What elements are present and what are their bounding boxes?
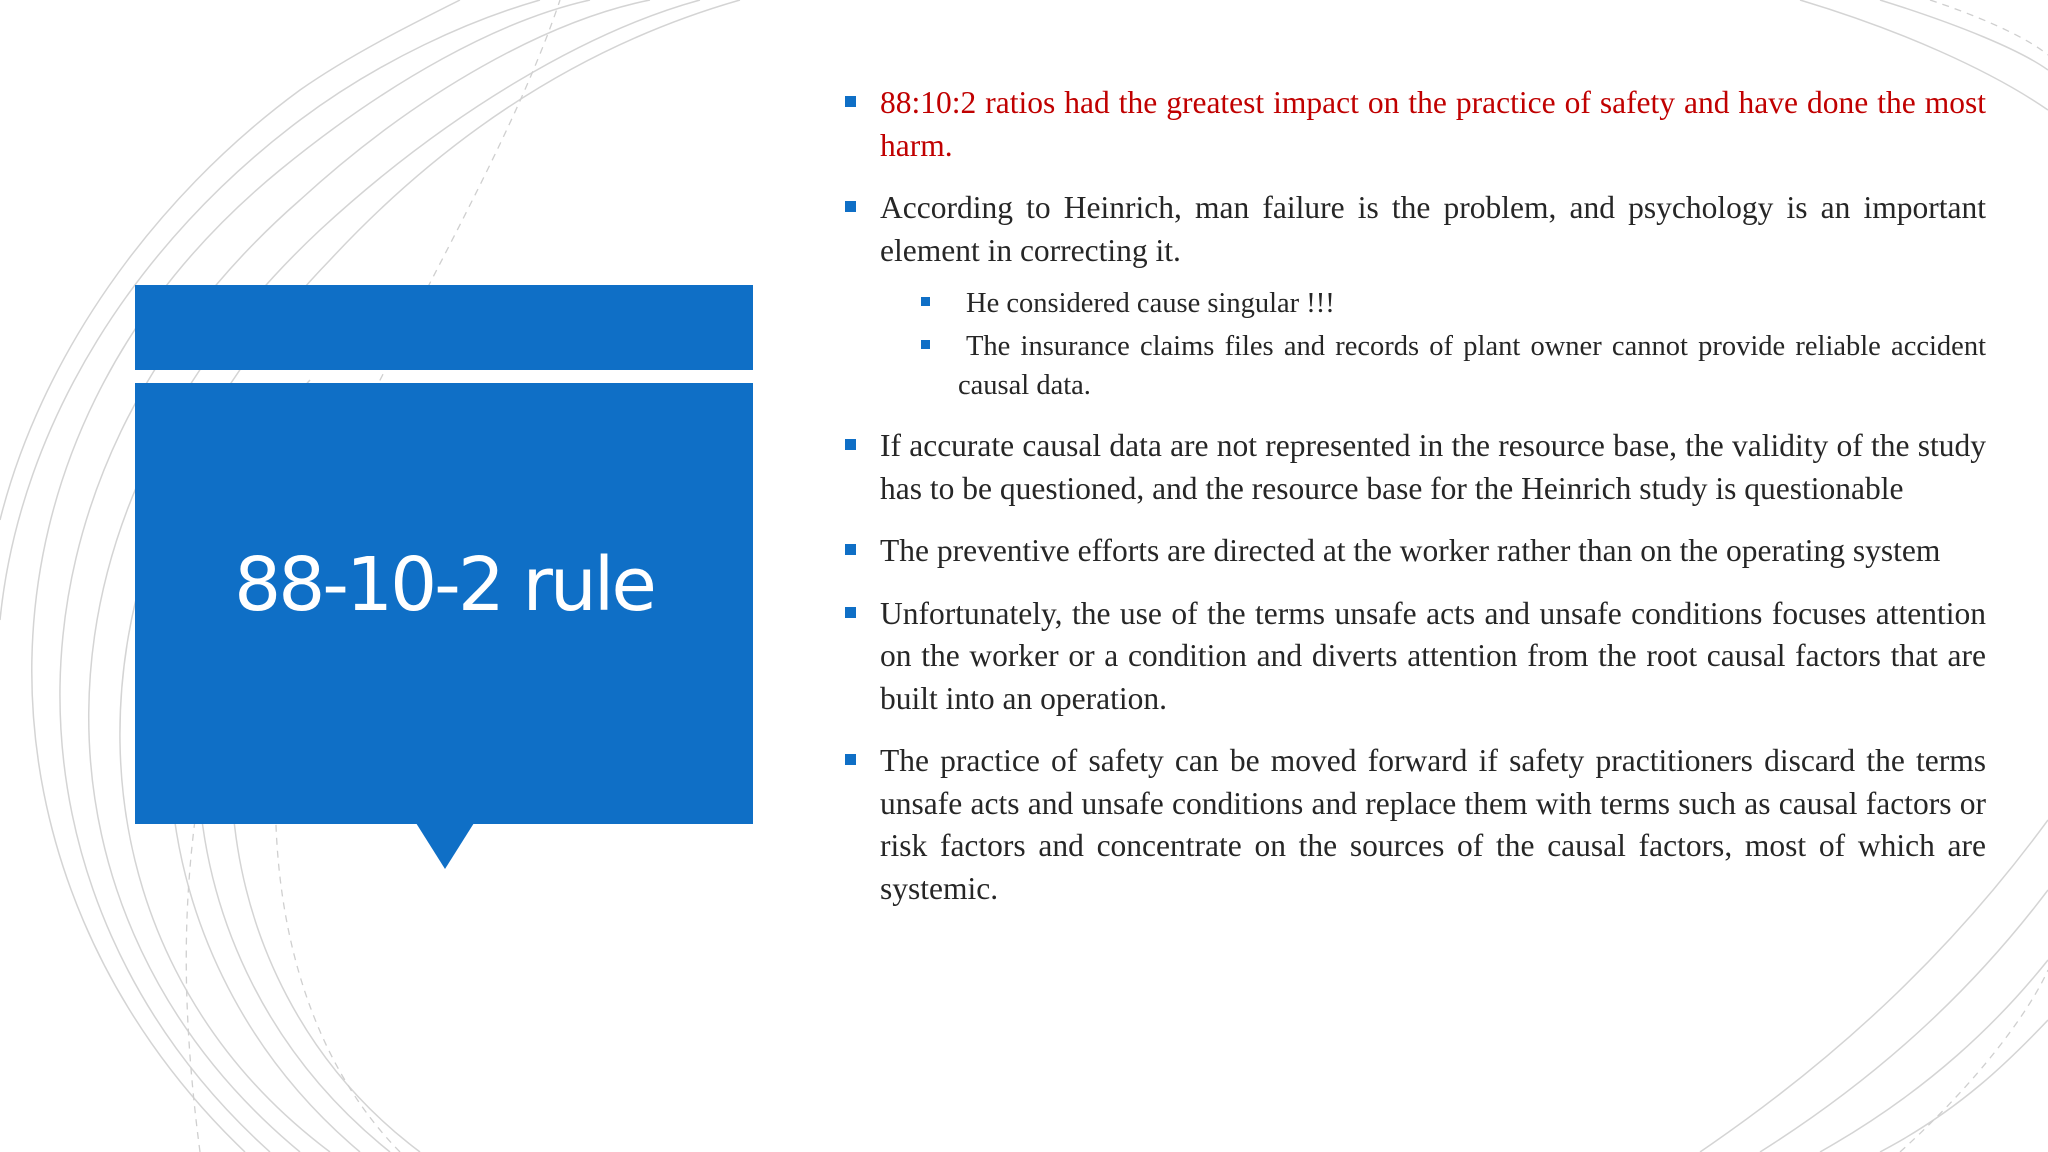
bullet-item xyxy=(838,740,1986,910)
callout-pointer xyxy=(416,823,474,869)
square-bullet-icon xyxy=(845,201,856,212)
bullet-text: The preventive efforts are directed at the worker rather than on the operating system xyxy=(880,533,1941,568)
bullet-text: The practice of safety can be moved forward if safety practitioners discard the terms unsafe acts and unsafe conditions and replace them with terms such as causal factors or risk factors and concentrate on the sources of the causal factors, most of which are systemic. xyxy=(880,743,1986,906)
sub-bullet-text: The insurance claims files and records of plant owner cannot provide reliable accident causal data. xyxy=(958,331,1986,401)
sub-bullet-text: He considered cause singular !!! xyxy=(966,288,1335,319)
bullet-text: If accurate causal data are not represented in the resource base, the validity of the study has to be questioned, and the resource base for the Heinrich study is questionable xyxy=(880,428,1986,506)
sub-bullet-item xyxy=(838,327,1986,405)
bullet-text: According to Heinrich, man failure is the problem, and psychology is an important element in correcting it. xyxy=(880,190,1986,268)
bullet-item xyxy=(838,425,1986,510)
slide-title: 88-10-2 rule xyxy=(234,542,654,628)
bullet-item xyxy=(838,187,1986,272)
square-bullet-icon xyxy=(845,439,856,450)
square-bullet-icon xyxy=(845,96,856,107)
bullet-text: 88:10:2 ratios had the greatest impact on the practice of safety and have done the most harm. xyxy=(880,85,1986,163)
bullet-item xyxy=(838,82,1986,167)
bullet-item xyxy=(838,593,1986,721)
square-bullet-icon xyxy=(921,297,930,306)
square-bullet-icon xyxy=(921,340,930,349)
slide-content xyxy=(838,82,1986,930)
square-bullet-icon xyxy=(845,754,856,765)
square-bullet-icon xyxy=(845,607,856,618)
sub-bullet-item xyxy=(838,284,1986,323)
bullet-item xyxy=(838,530,1986,573)
title-accent-bar xyxy=(135,285,753,370)
bullet-text: Unfortunately, the use of the terms unsafe acts and unsafe conditions focuses attention on the worker or a condition and diverts attention from the root causal factors that are built into an operation. xyxy=(880,595,1986,716)
square-bullet-icon xyxy=(845,544,856,555)
